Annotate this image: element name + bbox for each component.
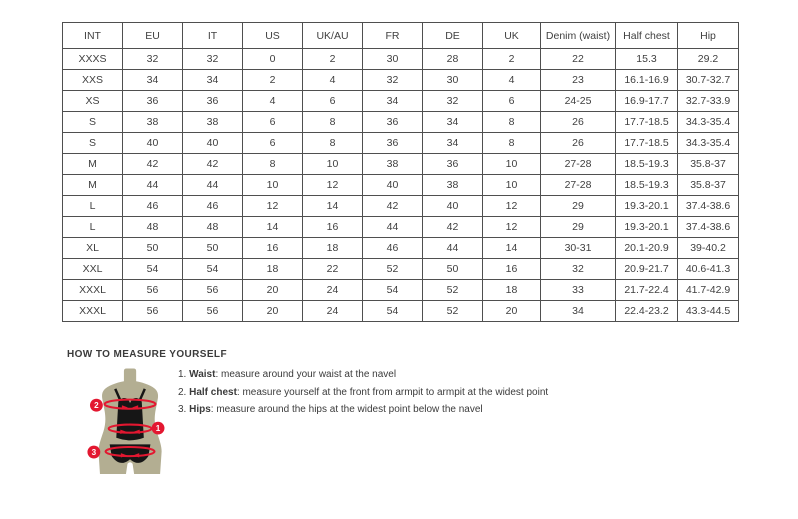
size-cell: XXS	[63, 70, 123, 91]
size-cell: S	[63, 133, 123, 154]
column-header: FR	[363, 23, 423, 49]
value-cell: 40	[123, 133, 183, 154]
value-cell: 29	[541, 217, 616, 238]
step-term: Half chest	[189, 386, 237, 398]
step-term: Hips	[189, 404, 211, 415]
value-cell: 20	[243, 301, 303, 322]
step-text: : measure around your waist at the navel	[215, 369, 397, 380]
measure-section-title: HOW TO MEASURE YOURSELF	[67, 349, 227, 360]
waist-badge-number: 1	[155, 424, 161, 434]
value-cell: 32	[363, 70, 423, 91]
value-cell: 32	[183, 49, 243, 70]
value-cell: 22	[303, 259, 363, 280]
table-row	[63, 91, 739, 112]
value-cell: 52	[423, 280, 483, 301]
value-cell: 17.7-18.5	[616, 133, 678, 154]
value-cell: 48	[123, 217, 183, 238]
value-cell: 16	[303, 217, 363, 238]
value-cell: 14	[243, 217, 303, 238]
value-cell: 29.2	[678, 49, 739, 70]
step-number: 1.	[178, 369, 187, 380]
size-cell: XXL	[63, 259, 123, 280]
table-row	[63, 238, 739, 259]
table-row	[63, 280, 739, 301]
column-header: Half chest	[616, 23, 678, 49]
step-number: 3.	[178, 404, 187, 415]
value-cell: 34	[423, 133, 483, 154]
size-cell: XXXL	[63, 280, 123, 301]
value-cell: 32	[423, 91, 483, 112]
header-row	[63, 23, 739, 49]
table-row	[63, 112, 739, 133]
value-cell: 6	[303, 91, 363, 112]
column-header: DE	[423, 23, 483, 49]
value-cell: 21.7-22.4	[616, 280, 678, 301]
value-cell: 18	[303, 238, 363, 259]
value-cell: 10	[483, 175, 541, 196]
value-cell: 54	[363, 301, 423, 322]
value-cell: 56	[123, 301, 183, 322]
size-chart-table	[62, 22, 739, 322]
size-cell: XXXL	[63, 301, 123, 322]
table-row	[63, 301, 739, 322]
value-cell: 4	[483, 70, 541, 91]
value-cell: 28	[423, 49, 483, 70]
value-cell: 40	[363, 175, 423, 196]
step-text: : measure around the hips at the widest point below the navel	[210, 404, 483, 415]
value-cell: 29	[541, 196, 616, 217]
value-cell: 0	[243, 49, 303, 70]
value-cell: 23	[541, 70, 616, 91]
value-cell: 2	[303, 49, 363, 70]
column-header: UK/AU	[303, 23, 363, 49]
value-cell: 6	[243, 112, 303, 133]
value-cell: 8	[483, 133, 541, 154]
chest-badge	[90, 399, 103, 412]
value-cell: 24	[303, 280, 363, 301]
value-cell: 18.5-19.3	[616, 175, 678, 196]
value-cell: 34	[541, 301, 616, 322]
value-cell: 10	[243, 175, 303, 196]
column-header: IT	[183, 23, 243, 49]
table-row	[63, 217, 739, 238]
value-cell: 16.9-17.7	[616, 91, 678, 112]
value-cell: 26	[541, 133, 616, 154]
size-cell: XS	[63, 91, 123, 112]
value-cell: 16.1-16.9	[616, 70, 678, 91]
table-row	[63, 154, 739, 175]
value-cell: 10	[303, 154, 363, 175]
value-cell: 32	[123, 49, 183, 70]
value-cell: 41.7-42.9	[678, 280, 739, 301]
value-cell: 8	[303, 112, 363, 133]
value-cell: 37.4-38.6	[678, 196, 739, 217]
value-cell: 4	[243, 91, 303, 112]
value-cell: 50	[123, 238, 183, 259]
value-cell: 42	[183, 154, 243, 175]
size-cell: XXXS	[63, 49, 123, 70]
column-header: Hip	[678, 23, 739, 49]
value-cell: 10	[483, 154, 541, 175]
value-cell: 22	[541, 49, 616, 70]
value-cell: 44	[423, 238, 483, 259]
value-cell: 20	[483, 301, 541, 322]
value-cell: 18	[243, 259, 303, 280]
column-header: UK	[483, 23, 541, 49]
value-cell: 44	[123, 175, 183, 196]
size-cell: M	[63, 154, 123, 175]
hips-badge	[87, 446, 100, 459]
value-cell: 22.4-23.2	[616, 301, 678, 322]
value-cell: 18.5-19.3	[616, 154, 678, 175]
value-cell: 24-25	[541, 91, 616, 112]
value-cell: 34.3-35.4	[678, 133, 739, 154]
value-cell: 2	[243, 70, 303, 91]
value-cell: 8	[483, 112, 541, 133]
table-row	[63, 196, 739, 217]
size-cell: M	[63, 175, 123, 196]
step-text: : measure yourself at the front from armpit to armpit at the widest point	[236, 386, 549, 398]
value-cell: 44	[183, 175, 243, 196]
column-header: US	[243, 23, 303, 49]
value-cell: 36	[423, 154, 483, 175]
value-cell: 19.3-20.1	[616, 196, 678, 217]
value-cell: 35.8-37	[678, 154, 739, 175]
table-body	[63, 49, 739, 322]
table-row	[63, 70, 739, 91]
value-cell: 54	[123, 259, 183, 280]
value-cell: 30	[363, 49, 423, 70]
size-cell: L	[63, 196, 123, 217]
column-header: Denim (waist)	[541, 23, 616, 49]
value-cell: 36	[363, 112, 423, 133]
value-cell: 32	[541, 259, 616, 280]
value-cell: 14	[303, 196, 363, 217]
value-cell: 27-28	[541, 175, 616, 196]
value-cell: 34	[183, 70, 243, 91]
value-cell: 2	[483, 49, 541, 70]
measure-step	[178, 384, 548, 402]
value-cell: 6	[243, 133, 303, 154]
table-row	[63, 259, 739, 280]
value-cell: 18	[483, 280, 541, 301]
measure-step	[178, 401, 548, 419]
waist-badge	[152, 422, 165, 435]
value-cell: 12	[483, 196, 541, 217]
step-term: Waist	[189, 369, 216, 380]
value-cell: 56	[183, 301, 243, 322]
value-cell: 42	[423, 217, 483, 238]
chest-badge-number: 2	[94, 401, 99, 411]
value-cell: 43.3-44.5	[678, 301, 739, 322]
value-cell: 48	[183, 217, 243, 238]
value-cell: 14	[483, 238, 541, 259]
size-cell: XL	[63, 238, 123, 259]
value-cell: 36	[363, 133, 423, 154]
value-cell: 52	[363, 259, 423, 280]
value-cell: 34	[363, 91, 423, 112]
value-cell: 44	[363, 217, 423, 238]
step-number: 2.	[178, 386, 187, 398]
table-row	[63, 49, 739, 70]
table-row	[63, 133, 739, 154]
table-row	[63, 175, 739, 196]
value-cell: 30-31	[541, 238, 616, 259]
value-cell: 46	[183, 196, 243, 217]
value-cell: 50	[423, 259, 483, 280]
value-cell: 42	[363, 196, 423, 217]
value-cell: 40.6-41.3	[678, 259, 739, 280]
size-cell: L	[63, 217, 123, 238]
value-cell: 20.1-20.9	[616, 238, 678, 259]
value-cell: 36	[183, 91, 243, 112]
value-cell: 27-28	[541, 154, 616, 175]
value-cell: 38	[363, 154, 423, 175]
value-cell: 20.9-21.7	[616, 259, 678, 280]
value-cell: 8	[243, 154, 303, 175]
value-cell: 4	[303, 70, 363, 91]
value-cell: 50	[183, 238, 243, 259]
value-cell: 16	[243, 238, 303, 259]
value-cell: 6	[483, 91, 541, 112]
size-cell: S	[63, 112, 123, 133]
value-cell: 56	[123, 280, 183, 301]
column-header: INT	[63, 23, 123, 49]
value-cell: 38	[123, 112, 183, 133]
value-cell: 56	[183, 280, 243, 301]
value-cell: 52	[423, 301, 483, 322]
value-cell: 30.7-32.7	[678, 70, 739, 91]
value-cell: 24	[303, 301, 363, 322]
value-cell: 35.8-37	[678, 175, 739, 196]
value-cell: 26	[541, 112, 616, 133]
value-cell: 12	[243, 196, 303, 217]
value-cell: 46	[123, 196, 183, 217]
value-cell: 32.7-33.9	[678, 91, 739, 112]
value-cell: 17.7-18.5	[616, 112, 678, 133]
value-cell: 34	[123, 70, 183, 91]
value-cell: 34	[423, 112, 483, 133]
value-cell: 33	[541, 280, 616, 301]
value-cell: 37.4-38.6	[678, 217, 739, 238]
value-cell: 36	[123, 91, 183, 112]
value-cell: 46	[363, 238, 423, 259]
measure-step	[178, 366, 548, 384]
value-cell: 42	[123, 154, 183, 175]
value-cell: 30	[423, 70, 483, 91]
column-header: EU	[123, 23, 183, 49]
value-cell: 34.3-35.4	[678, 112, 739, 133]
value-cell: 54	[363, 280, 423, 301]
measurement-figure-illustration	[84, 368, 172, 476]
value-cell: 39-40.2	[678, 238, 739, 259]
value-cell: 38	[423, 175, 483, 196]
value-cell: 16	[483, 259, 541, 280]
value-cell: 54	[183, 259, 243, 280]
value-cell: 20	[243, 280, 303, 301]
value-cell: 15.3	[616, 49, 678, 70]
value-cell: 40	[183, 133, 243, 154]
value-cell: 38	[183, 112, 243, 133]
value-cell: 8	[303, 133, 363, 154]
value-cell: 12	[303, 175, 363, 196]
value-cell: 12	[483, 217, 541, 238]
value-cell: 19.3-20.1	[616, 217, 678, 238]
measure-steps	[178, 366, 548, 419]
hips-badge-number: 3	[91, 448, 97, 458]
value-cell: 40	[423, 196, 483, 217]
